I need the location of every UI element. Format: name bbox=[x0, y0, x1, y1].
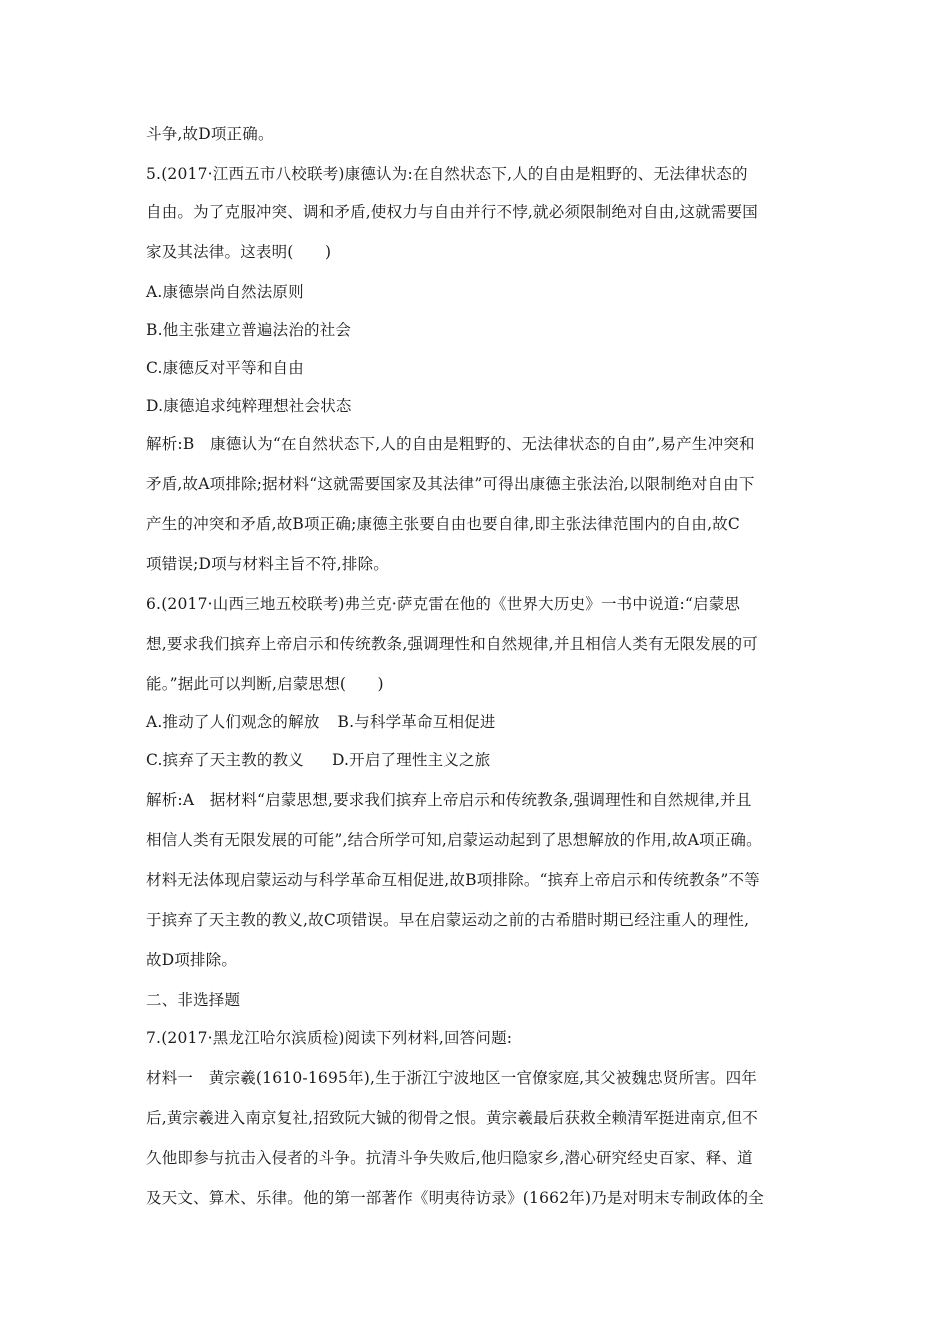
question-6-analysis: 故D项排除。 bbox=[146, 951, 238, 969]
question-6-option-a: A.推动了人们观念的解放 bbox=[146, 713, 320, 731]
question-6-analysis: 材料无法体现启蒙运动与科学革命互相促进,故B项排除。“摈弃上帝启示和传统教条”不等 bbox=[146, 871, 760, 889]
question-5-analysis: 项错误;D项与材料主旨不符,排除。 bbox=[146, 555, 389, 573]
question-5-analysis: 解析:B 康德认为“在自然状态下,人的自由是粗野的、无法律状态的自由”,易产生冲突和 bbox=[146, 435, 755, 453]
text-line: 斗争,故D项正确。 bbox=[146, 125, 274, 143]
question-6-analysis: 于摈弃了天主教的教义,故C项错误。早在启蒙运动之前的古希腊时期已经注重人的理性, bbox=[146, 911, 750, 929]
question-7-material: 材料一 黄宗羲(1610-1695年),生于浙江宁波地区一官僚家庭,其父被魏忠贤所害。四年 bbox=[146, 1069, 758, 1087]
question-5-option-c: C.康德反对平等和自由 bbox=[146, 359, 304, 377]
question-7-material: 久他即参与抗击入侵者的斗争。抗清斗争失败后,他归隐家乡,潜心研究经史百家、释、道 bbox=[146, 1149, 753, 1167]
question-5-option-b: B.他主张建立普遍法治的社会 bbox=[146, 321, 352, 339]
question-5-stem: 家及其法律。这表明( ) bbox=[146, 243, 332, 261]
question-5-option-d: D.康德追求纯粹理想社会状态 bbox=[146, 397, 352, 415]
question-6-stem: 能。”据此可以判断,启蒙思想( ) bbox=[146, 675, 384, 693]
question-6-analysis: 解析:A 据材料“启蒙思想,要求我们摈弃上帝启示和传统教条,强调理性和自然规律,并且 bbox=[146, 791, 752, 809]
question-5-option-a: A.康德崇尚自然法原则 bbox=[146, 283, 304, 301]
question-6-options-row bbox=[146, 712, 496, 732]
section-heading: 二、非选择题 bbox=[146, 991, 241, 1009]
question-7-stem: 7.(2017·黑龙江哈尔滨质检)阅读下列材料,回答问题: bbox=[146, 1029, 513, 1047]
question-5-stem: 自由。为了克服冲突、调和矛盾,使权力与自由并行不悖,就必须限制绝对自由,这就需要国 bbox=[146, 203, 758, 221]
question-7-material: 后,黄宗羲进入南京复社,招致阮大铖的彻骨之恨。黄宗羲最后获救全赖清军挺进南京,但不 bbox=[146, 1109, 758, 1127]
question-6-option-b: B.与科学革命互相促进 bbox=[337, 713, 496, 731]
question-5-stem: 5.(2017·江西五市八校联考)康德认为:在自然状态下,人的自由是粗野的、无法律状态的 bbox=[146, 165, 748, 183]
question-6-stem: 想,要求我们摈弃上帝启示和传统教条,强调理性和自然规律,并且相信人类有无限发展的可 bbox=[146, 635, 758, 653]
question-5-analysis: 产生的冲突和矛盾,故B项正确;康德主张要自由也要自律,即主张法律范围内的自由,故C bbox=[146, 515, 740, 533]
question-5-analysis: 矛盾,故A项排除;据材料“这就需要国家及其法律”可得出康德主张法治,以限制绝对自由下 bbox=[146, 475, 755, 493]
question-6-analysis: 相信人类有无限发展的可能”,结合所学可知,启蒙运动起到了思想解放的作用,故A项正确。 bbox=[146, 831, 762, 849]
question-6-stem: 6.(2017·山西三地五校联考)弗兰克·萨克雷在他的《世界大历史》一书中说道:“启蒙思 bbox=[146, 595, 741, 613]
question-7-material: 及天文、算术、乐律。他的第一部著作《明夷待访录》(1662年)乃是对明末专制政体的全 bbox=[146, 1189, 764, 1207]
question-6-option-c: C.摈弃了天主教的教义 bbox=[146, 751, 304, 769]
question-6-option-d: D.开启了理性主义之旅 bbox=[331, 751, 491, 769]
question-6-options-row bbox=[146, 750, 490, 770]
